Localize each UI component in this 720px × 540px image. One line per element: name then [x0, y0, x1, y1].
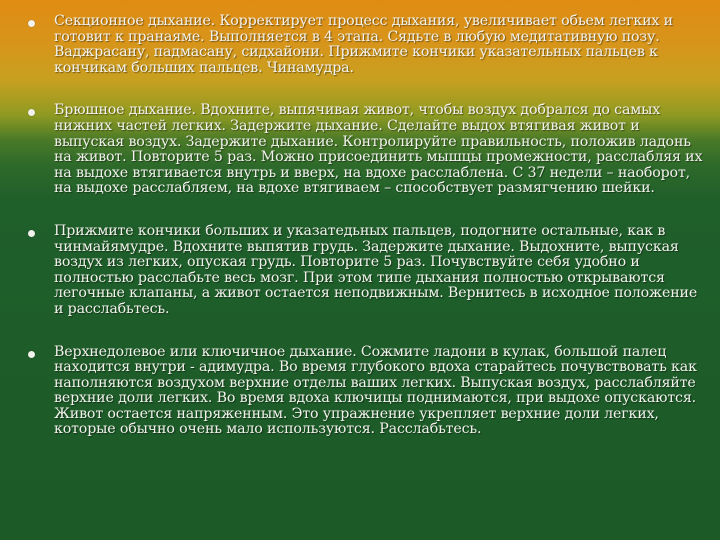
item-text: Верхнедолевое или ключичное дыхание. Сожмите ладони в кулак, большой палец находится внутри - адимудра. Во время глубокого вдоха старайтесь почувствовать как наполняются воздухом верхние отделы ваших легких. Выпуская воздух, расслабляйте верхние доли легких. Во время вдоха ключицы поднимаются, при выдохе опускаются. Живот остается напряженным. Это упражнение укрепляет верхние доли легких, которые обычно очень мало используются. Расслабьтесь.: [54, 343, 697, 438]
bullet-icon: [28, 351, 35, 358]
bullet-icon: [28, 109, 35, 116]
list-item: [28, 14, 704, 76]
item-text: Секционное дыхание. Корректирует процесс дыхания, увеличивает обьем легких и готовит к пранаяме. Выполняется в 4 этапа. Сядьте в любую медитативную позу. Ваджрасану, падмасану, сидхайони. Прижмите кончики указательных пальцев к кончикам больших пальцев. Чинамудра.: [54, 13, 673, 76]
item-text: Прижмите кончики больших и указатедьных пальцев, подогните остальные, как в чинмайямудре. Вдохните выпятив грудь. Задержите дыхание. Выдохните, выпуская воздух из легких, опуская грудь. Повторите 5 раз. Почувствуйте себя удобно и полностью расслабьте весь мозг. При этом типе дыхания полностью открываются легочные клапаны, а живот остается неподвижным. Вернитесь в исходное положение и расслабьтесь.: [54, 222, 698, 317]
item-text: Брюшное дыхание. Вдохните, выпячивая живот, чтобы воздух добрался до самых нижних частей легких. Задержите дыхание. Сделайте выдох втягивая живот и выпуская воздух. Задержите дыхание. Контролируйте правильность, положив ладонь на живот. Повторите 5 раз. Можно присоединить мышцы промежности, расслабляя их на выдохе втягивается внутрь и вверх, на вдохе расслаблена. С 37 недели – наоборот, на выдохе расслабляем, на вдохе втягиваем – способствует размягчению шейки.: [54, 102, 703, 197]
bullet-icon: [28, 20, 35, 27]
bullet-icon: [28, 230, 35, 237]
bullet-list: [28, 14, 704, 465]
list-item: [28, 103, 704, 197]
list-item: [28, 224, 704, 318]
list-item: [28, 345, 704, 439]
